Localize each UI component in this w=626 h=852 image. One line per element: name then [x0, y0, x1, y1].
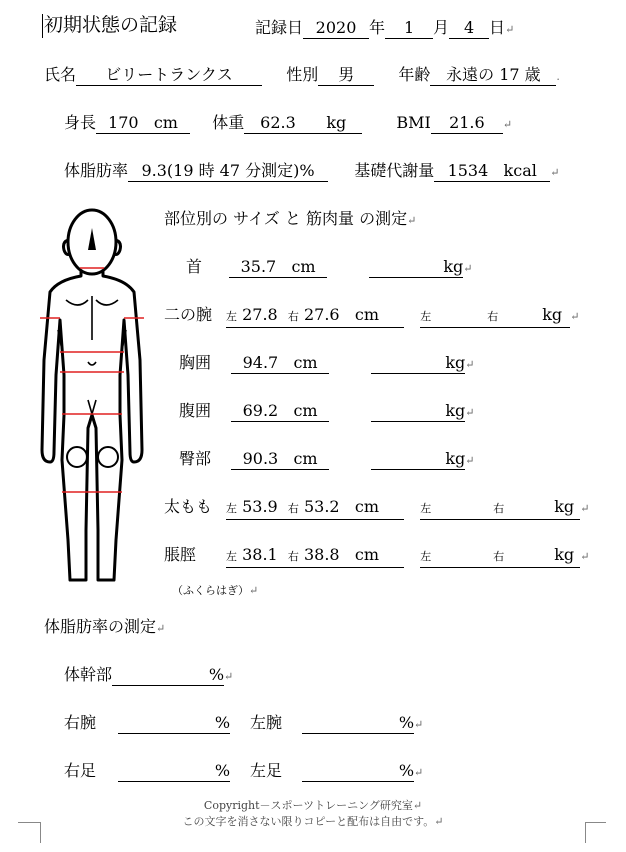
left-leg-label: 左足: [250, 761, 283, 780]
name-field[interactable]: ビリートランクス: [76, 65, 262, 86]
record-year[interactable]: 2020: [303, 18, 369, 39]
paragraph-mark-icon: ↵: [580, 550, 590, 563]
calf-muscle-field[interactable]: 左 右 kg: [420, 545, 580, 568]
hip-muscle-field[interactable]: kg: [371, 449, 465, 470]
record-day[interactable]: 4: [449, 18, 489, 39]
hip-size-field[interactable]: 90.3 cm: [231, 449, 329, 470]
paragraph-mark-icon: ↵: [156, 622, 166, 635]
left-arm-label: 左腕: [250, 713, 283, 732]
name-row: [44, 65, 560, 87]
row-waist: [164, 401, 475, 423]
upper-arm-muscle-field[interactable]: 左 右 kg: [420, 305, 570, 328]
paragraph-mark-icon: ↵: [434, 815, 444, 828]
sex-field[interactable]: 男: [318, 65, 374, 86]
neck-size-field[interactable]: 35.7 cm: [229, 257, 327, 278]
chest-muscle-field[interactable]: kg: [371, 353, 465, 374]
fat-section-heading: 体脂肪率の測定↵: [44, 617, 166, 636]
waist-muscle-field[interactable]: kg: [371, 401, 465, 422]
year-unit: 年: [369, 18, 386, 37]
paragraph-mark-icon: ↵: [502, 118, 513, 131]
trunk-fat-field[interactable]: %: [112, 665, 224, 686]
neck-label: 首: [185, 257, 202, 276]
paragraph-mark-icon: ↵: [505, 23, 515, 36]
right-leg-fat-field[interactable]: %: [118, 761, 230, 782]
paragraph-mark-icon: ↵: [463, 262, 473, 275]
footer-copyright: Copyright－スポーツトレーニング研究室↵: [203, 799, 423, 812]
right-leg-label: 右足: [64, 761, 97, 780]
waist-label: 腹囲: [178, 401, 211, 420]
parts-heading: 部位別の サイズ と 筋肉量 の測定↵: [164, 209, 417, 228]
paragraph-mark-icon: ↵: [465, 358, 475, 371]
hip-label: 臀部: [178, 449, 211, 468]
row-thigh: [164, 497, 589, 520]
age-label: 年齢: [398, 65, 431, 84]
trunk-row: [64, 665, 233, 687]
height-row: [64, 113, 512, 135]
sex-label: 性別: [286, 65, 319, 84]
bmr-field[interactable]: 1534 kcal: [434, 161, 550, 182]
age-field[interactable]: 永遠の 17 歳: [430, 65, 556, 86]
chest-size-field[interactable]: 94.7 cm: [231, 353, 329, 374]
weight-label: 体重: [212, 113, 245, 132]
thigh-label: 太もも: [164, 497, 213, 516]
paragraph-mark-icon: ↵: [414, 718, 424, 731]
paragraph-mark-icon: ↵: [407, 214, 417, 227]
chest-label: 胸囲: [178, 353, 211, 372]
month-unit: 月: [433, 18, 450, 37]
body-fat-label: 体脂肪率: [64, 161, 129, 180]
left-arm-fat-field[interactable]: %: [302, 713, 414, 734]
neck-muscle-field[interactable]: kg: [369, 257, 463, 278]
bmi-field[interactable]: 21.6: [431, 113, 503, 134]
calf-label: 脹脛: [164, 545, 197, 564]
row-hip: [164, 449, 475, 471]
paragraph-mark-icon: ↵: [465, 454, 475, 467]
record-month[interactable]: 1: [385, 18, 433, 39]
footer-notice: この文字を消さない限りコピーと配布は自由です。↵: [182, 815, 444, 828]
record-date-label: 記録日: [255, 18, 304, 37]
human-body-outline-icon: [36, 200, 146, 590]
paragraph-mark-icon: ↵: [465, 406, 475, 419]
row-neck: [164, 257, 473, 279]
paragraph-mark-icon: ↵: [224, 670, 234, 683]
name-label: 氏名: [44, 65, 77, 84]
paragraph-mark-icon: ↵: [570, 310, 580, 323]
weight-field[interactable]: 62.3 kg: [244, 113, 362, 134]
arm-row: [64, 713, 423, 735]
day-unit: 日: [489, 18, 506, 37]
row-chest: [164, 353, 475, 375]
height-label: 身長: [64, 113, 97, 132]
paragraph-mark-icon: ↵: [249, 584, 259, 597]
thigh-size-field[interactable]: 左 53.9 右 53.2 cm: [226, 497, 404, 520]
trunk-label: 体幹部: [64, 665, 113, 684]
bmi-label: BMI: [396, 113, 431, 132]
bmr-label: 基礎代謝量: [354, 161, 435, 180]
text-cursor: [42, 14, 43, 38]
waist-size-field[interactable]: 69.2 cm: [231, 401, 329, 422]
record-date: [255, 18, 514, 40]
upper-arm-label: 二の腕: [164, 305, 213, 324]
paragraph-mark-icon: .: [556, 70, 560, 83]
left-leg-fat-field[interactable]: %: [302, 761, 414, 782]
body-fat-row: [64, 161, 559, 183]
paragraph-mark-icon: ↵: [414, 766, 424, 779]
height-field[interactable]: 170 cm: [96, 113, 190, 134]
leg-row: [64, 761, 423, 783]
right-arm-fat-field[interactable]: %: [118, 713, 230, 734]
paragraph-mark-icon: ↵: [412, 799, 423, 812]
body-fat-field[interactable]: 9.3(19 時 47 分測定)%: [128, 161, 328, 182]
paragraph-mark-icon: ↵: [580, 502, 590, 515]
right-arm-label: 右腕: [64, 713, 97, 732]
row-calf: [164, 545, 589, 568]
page-title: 初期状態の記録: [44, 14, 178, 36]
paragraph-mark-icon: ↵: [550, 166, 560, 179]
thigh-muscle-field[interactable]: 左 右 kg: [420, 497, 580, 520]
upper-arm-size-field[interactable]: 左 27.8 右 27.6 cm: [226, 305, 404, 328]
calf-reading: （ふくらはぎ）↵: [172, 584, 259, 597]
row-upper-arm: [164, 305, 579, 328]
calf-size-field[interactable]: 左 38.1 右 38.8 cm: [226, 545, 404, 568]
